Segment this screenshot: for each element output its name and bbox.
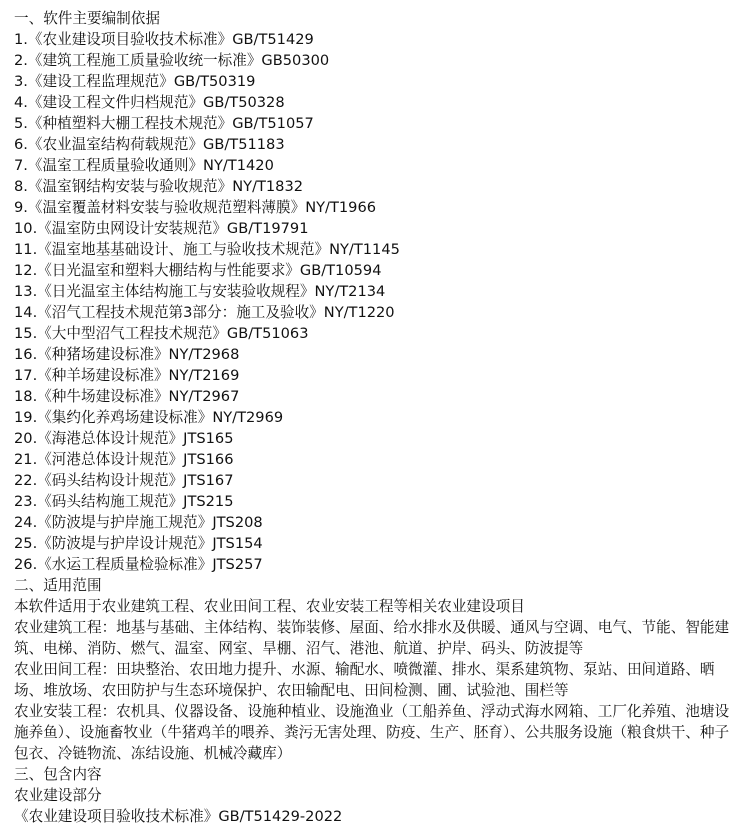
scope-field-engineering: 农业田间工程：田块整治、农田地力提升、水源、输配水、喷微灌、排水、渠系建筑物、泵站、田间道路、晒场、堆放场、农田防护与生态环境保护、农田输配电、田间检测、圃、试验池、围栏等 (14, 661, 715, 699)
standard-item: 15.《大中型沼气工程技术规范》GB/T51063 (14, 325, 309, 342)
standard-item: 19.《集约化养鸡场建设标准》NY/T2969 (14, 409, 284, 426)
standard-item: 5.《种植塑料大棚工程技术规范》GB/T51057 (14, 115, 314, 132)
section-heading-scope: 二、适用范围 (14, 577, 102, 594)
standard-item: 22.《码头结构设计规范》JTS167 (14, 472, 234, 489)
standard-item: 23.《码头结构施工规范》JTS215 (14, 493, 234, 510)
standards-list (14, 29, 740, 575)
standard-item: 2.《建筑工程施工质量验收统一标准》GB50300 (14, 52, 330, 69)
standard-item: 26.《水运工程质量检验标准》JTS257 (14, 556, 263, 573)
standard-item: 7.《温室工程质量验收通则》NY/T1420 (14, 157, 274, 174)
standard-item: 11.《温室地基基础设计、施工与验收技术规范》NY/T1145 (14, 241, 400, 258)
standard-item: 20.《海港总体设计规范》JTS165 (14, 430, 234, 447)
standard-item: 13.《日光温室主体结构施工与安装验收规程》NY/T2134 (14, 283, 386, 300)
standard-item: 8.《温室钢结构安装与验收规范》NY/T1832 (14, 178, 304, 195)
standard-item: 16.《种猪场建设标准》NY/T2968 (14, 346, 240, 363)
standard-item: 12.《日光温室和塑料大棚结构与性能要求》GB/T10594 (14, 262, 382, 279)
standard-item: 18.《种牛场建设标准》NY/T2967 (14, 388, 240, 405)
section-heading-basis: 一、软件主要编制依据 (14, 10, 160, 27)
standard-item: 4.《建设工程文件归档规范》GB/T50328 (14, 94, 285, 111)
standard-item: 6.《农业温室结构荷载规范》GB/T51183 (14, 136, 285, 153)
standard-item: 10.《温室防虫网设计安装规范》GB/T19791 (14, 220, 309, 237)
standard-item: 24.《防波堤与护岸施工规范》JTS208 (14, 514, 263, 531)
standard-item: 17.《种羊场建设标准》NY/T2169 (14, 367, 240, 384)
standard-item: 25.《防波堤与护岸设计规范》JTS154 (14, 535, 263, 552)
scope-installation-engineering: 农业安装工程：农机具、仪器设备、设施种植业、设施渔业（工船养鱼、浮动式海水网箱、工厂化养殖、池塘设施养鱼）、设施畜牧业（牛猪鸡羊的喂养、粪污无害处理、防疫、生产、胚育）、公共服务设施（粮食烘干、种子包衣、冷链物流、冻结设施、机械冷藏库） (14, 703, 730, 762)
standard-item: 3.《建设工程监理规范》GB/T50319 (14, 73, 256, 90)
contents-first-item: 《农业建设项目验收技术标准》GB/T51429-2022 (14, 808, 343, 825)
contents-subheading: 农业建设部分 (14, 787, 102, 804)
standard-item: 9.《温室覆盖材料安装与验收规范塑料薄膜》NY/T1966 (14, 199, 377, 216)
standard-item: 1.《农业建设项目验收技术标准》GB/T51429 (14, 31, 314, 48)
section-heading-contents: 三、包含内容 (14, 766, 102, 783)
standard-item: 14.《沼气工程技术规范第3部分：施工及验收》NY/T1220 (14, 304, 395, 321)
scope-building-engineering: 农业建筑工程：地基与基础、主体结构、装饰装修、屋面、给水排水及供暖、通风与空调、电气、节能、智能建筑、电梯、消防、燃气、温室、网室、旱棚、沼气、港池、航道、护岸、码头、防波提等 (14, 619, 730, 657)
standard-item: 21.《河港总体设计规范》JTS166 (14, 451, 234, 468)
scope-intro: 本软件适用于农业建筑工程、农业田间工程、农业安装工程等相关农业建设项目 (14, 598, 525, 615)
